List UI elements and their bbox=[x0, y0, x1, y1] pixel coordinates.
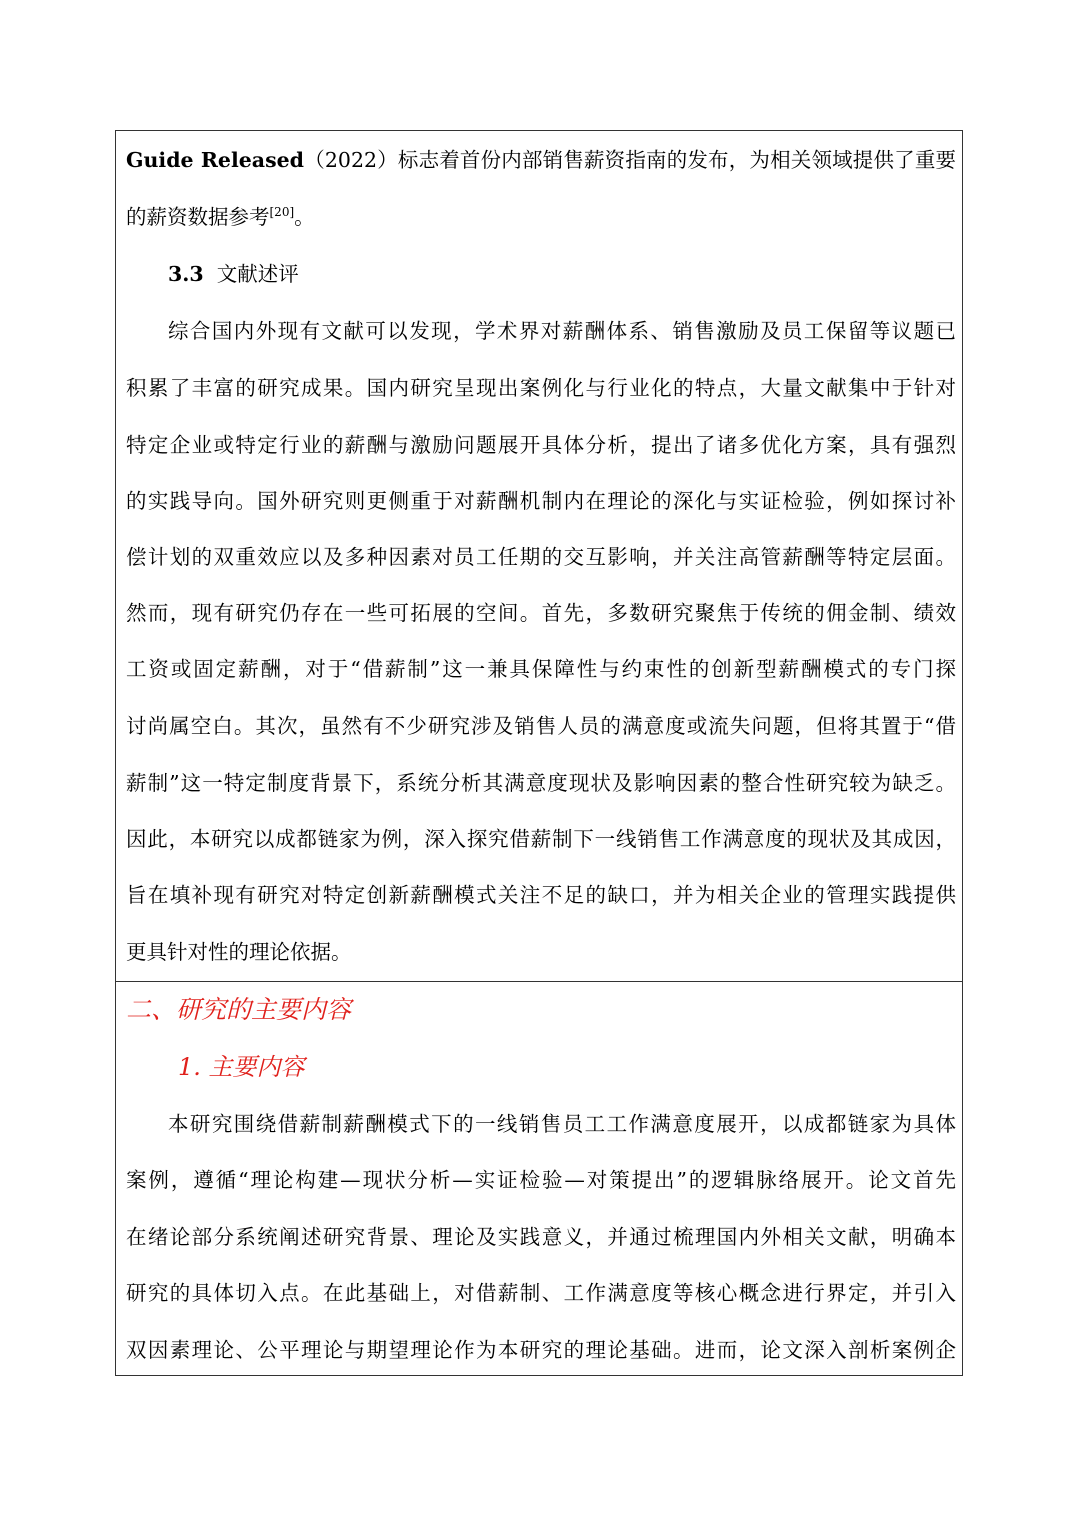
paragraph-line: 在绪论部分系统阐述研究背景、理论及实践意义，并通过梳理国内外相关文献，明确本 bbox=[126, 1225, 956, 1249]
paragraph-line: 讨尚属空白。其次，虽然有不少研究涉及销售人员的满意度或流失问题，但将其置于“借 bbox=[126, 714, 956, 738]
paragraph-line: 更具针对性的理论依据。 bbox=[126, 940, 352, 964]
paragraph-line bbox=[126, 197, 956, 237]
paragraph-line: 研究的具体切入点。在此基础上，对借薪制、工作满意度等核心概念进行界定，并引入 bbox=[126, 1281, 956, 1305]
line-text: 的薪资数据参考 bbox=[126, 205, 270, 229]
paragraph-line bbox=[126, 140, 956, 180]
paragraph-line: 工资或固定薪酬，对于“借薪制”这一兼具保障性与约束性的创新型薪酬模式的专门探 bbox=[126, 657, 956, 681]
paragraph-line: 特定企业或特定行业的薪酬与激励问题展开具体分析，提出了诸多优化方案，具有强烈 bbox=[126, 433, 956, 457]
line-end: 。 bbox=[294, 205, 315, 229]
paragraph-line: 本研究围绕借薪制薪酬模式下的一线销售员工工作满意度展开，以成都链家为具体 bbox=[168, 1112, 956, 1136]
table-row-divider bbox=[116, 981, 962, 982]
citation-ref: [20] bbox=[269, 205, 295, 220]
paragraph-line: 因此，本研究以成都链家为例，深入探究借薪制下一线销售工作满意度的现状及其成因， bbox=[126, 827, 956, 851]
paragraph-line: 然而，现有研究仍存在一些可拓展的空间。首先，多数研究聚焦于传统的佣金制、绩效 bbox=[126, 601, 956, 625]
heading-text: 文献述评 bbox=[216, 262, 299, 286]
bold-title-text: Guide Released bbox=[126, 148, 305, 172]
paragraph-line: 综合国内外现有文献可以发现，学术界对薪酬体系、销售激励及员工保留等议题已 bbox=[168, 319, 956, 343]
line-text: （2022）标志着首份内部销售薪资指南的发布，为相关领域提供了重要 bbox=[304, 148, 956, 172]
paragraph-line: 双因素理论、公平理论与期望理论作为本研究的理论基础。进而，论文深入剖析案例企 bbox=[126, 1338, 956, 1362]
paragraph-line: 积累了丰富的研究成果。国内研究呈现出案例化与行业化的特点，大量文献集中于针对 bbox=[126, 376, 956, 400]
paragraph-line: 案例，遵循“理论构建—现状分析—实证检验—对策提出”的逻辑脉络展开。论文首先 bbox=[126, 1168, 956, 1192]
paragraph-line: 的实践导向。国外研究则更侧重于对薪酬机制内在理论的深化与实证检验，例如探讨补 bbox=[126, 489, 956, 513]
heading-number: 3.3 bbox=[168, 262, 204, 286]
section-subtitle: 1. 主要内容 bbox=[178, 1053, 305, 1081]
paragraph-line: 薪制”这一特定制度背景下，系统分析其满意度现状及影响因素的整合性研究较为缺乏。 bbox=[126, 771, 956, 795]
section-title: 二、研究的主要内容 bbox=[126, 995, 352, 1024]
paragraph-line: 偿计划的双重效应以及多种因素对员工任期的交互影响，并关注高管薪酬等特定层面。 bbox=[126, 545, 956, 569]
subsection-heading bbox=[168, 254, 956, 294]
paragraph-line: 旨在填补现有研究对特定创新薪酬模式关注不足的缺口，并为相关企业的管理实践提供 bbox=[126, 883, 956, 907]
